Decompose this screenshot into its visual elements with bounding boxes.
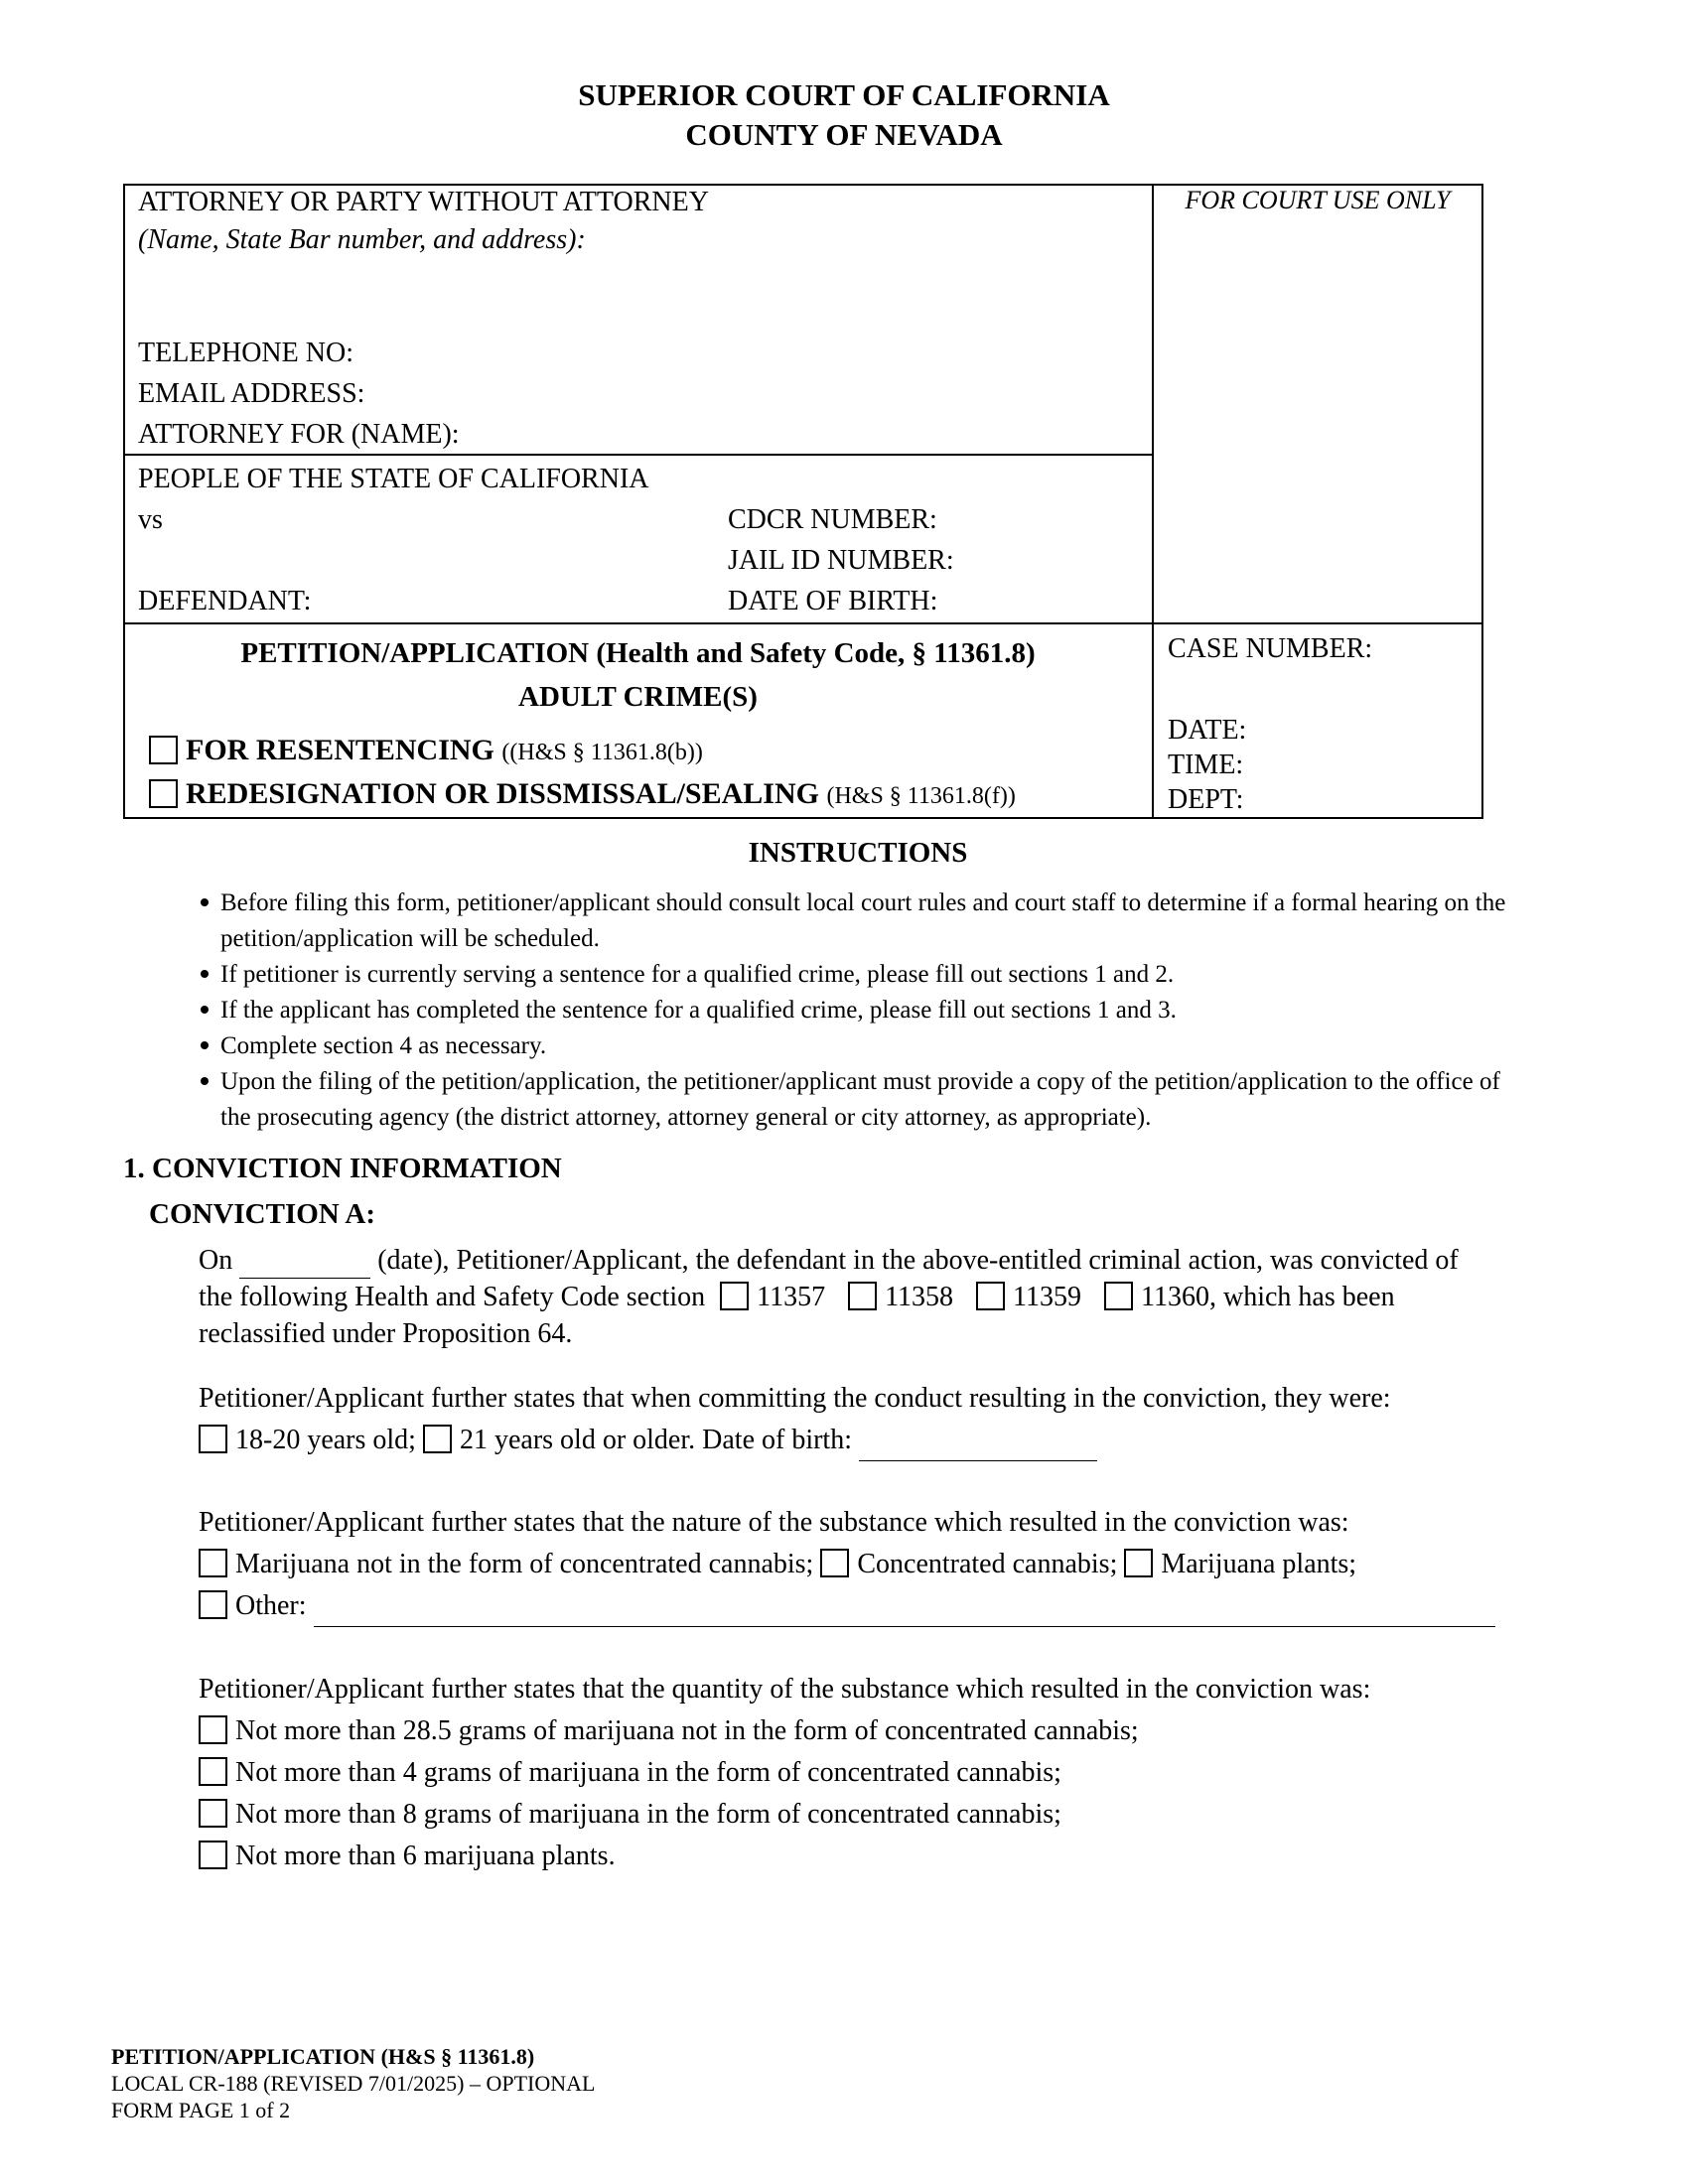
- defendant-label[interactable]: DEFENDANT:: [138, 586, 312, 616]
- hearing-date-label[interactable]: DATE:: [1168, 715, 1247, 746]
- attorney-subheader: (Name, State Bar number, and address):: [138, 224, 586, 255]
- form-footer: [111, 2043, 595, 2123]
- section1-heading: 1. CONVICTION INFORMATION: [123, 1153, 562, 1184]
- conviction-paragraph: [199, 1242, 1609, 1352]
- instruction-item: If petitioner is currently serving a sentence for a qualified crime, please fill out sections 1 and 2.: [201, 957, 1521, 993]
- court-name-line2: COUNTY OF NEVADA: [685, 117, 1003, 152]
- on-label: On: [199, 1245, 233, 1276]
- nature-block: [199, 1502, 1609, 1627]
- nature-concentrated-label: Concentrated cannabis;: [857, 1549, 1118, 1579]
- court-name-line1: SUPERIOR COURT OF CALIFORNIA: [578, 77, 1110, 112]
- instructions-heading: [123, 834, 1593, 872]
- instruction-item: Before filing this form, petitioner/applicant should consult local court rules and court staff to determine if a formal hearing on the petition/application will be scheduled.: [201, 886, 1521, 957]
- redesignation-checkbox[interactable]: [149, 779, 178, 808]
- attorney-for-label[interactable]: ATTORNEY FOR (NAME):: [138, 419, 460, 450]
- footer-form-number: LOCAL CR-188 (REVISED 7/01/2025) – OPTIONAL: [111, 2071, 596, 2096]
- nature-other-label: Other:: [235, 1590, 307, 1621]
- nature-plants-checkbox[interactable]: [1124, 1549, 1153, 1577]
- resentencing-ref: ((H&S § 11361.8(b)): [501, 740, 703, 765]
- jail-id-label[interactable]: JAIL ID NUMBER:: [728, 545, 954, 576]
- people-label: PEOPLE OF THE STATE OF CALIFORNIA: [138, 464, 649, 494]
- quantity-checkbox[interactable]: [199, 1715, 227, 1744]
- footer-page-number: FORM PAGE 1 of 2: [111, 2098, 291, 2122]
- quantity-option[interactable]: [199, 1752, 1609, 1794]
- attorney-contact-fields: [138, 333, 460, 455]
- instructions-list-wrap: [201, 886, 1521, 1136]
- caption-vertical-divider: [1152, 184, 1154, 819]
- code-11358-label: 11358: [885, 1282, 954, 1312]
- attorney-block: [138, 184, 709, 259]
- quantity-checkbox[interactable]: [199, 1841, 227, 1869]
- age-18-20-checkbox[interactable]: [199, 1425, 227, 1453]
- quantity-option[interactable]: [199, 1710, 1609, 1752]
- email-label[interactable]: EMAIL ADDRESS:: [138, 378, 365, 409]
- option-resentencing[interactable]: [149, 730, 1016, 773]
- code-11360-label: 11360, which has been: [1141, 1282, 1395, 1312]
- code-11358-checkbox[interactable]: [848, 1282, 877, 1310]
- quantity-option[interactable]: [199, 1836, 1609, 1877]
- quantity-label: Not more than 4 grams of marijuana in the form of concentrated cannabis;: [235, 1757, 1061, 1788]
- age-18-20-label: 18-20 years old;: [235, 1425, 416, 1455]
- quantity-block: [199, 1669, 1609, 1877]
- code-11359-label: 11359: [1013, 1282, 1082, 1312]
- nature-other-field[interactable]: [314, 1596, 1495, 1627]
- court-use-only-label: FOR COURT USE ONLY: [1185, 186, 1451, 214]
- nature-other-checkbox[interactable]: [199, 1590, 227, 1619]
- petition-title-line2: ADULT CRIME(S): [518, 681, 758, 713]
- instruction-item: Upon the filing of the petition/application, the petitioner/applicant must provide a copy of the petition/application to the office of the prosecuting agency (the district attorney, attorney general or city attorney, as appropriate).: [201, 1064, 1521, 1136]
- nature-marijuana-label: Marijuana not in the form of concentrated cannabis;: [235, 1549, 814, 1579]
- petition-title: [123, 631, 1153, 719]
- quantity-label: Not more than 8 grams of marijuana in the form of concentrated cannabis;: [235, 1799, 1061, 1830]
- nature-intro: Petitioner/Applicant further states that the nature of the substance which resulted in the conviction was:: [199, 1507, 1349, 1538]
- hearing-dept-label[interactable]: DEPT:: [1168, 784, 1244, 815]
- age-intro: Petitioner/Applicant further states that when committing the conduct resulting in the conviction, they were:: [199, 1383, 1391, 1414]
- reclassified-text: reclassified under Proposition 64.: [199, 1318, 573, 1349]
- hearing-fields: [1168, 713, 1246, 817]
- nature-plants-label: Marijuana plants;: [1161, 1549, 1357, 1579]
- age-block: [199, 1378, 1609, 1461]
- age-21-plus-label: 21 years old or older. Date of birth:: [459, 1425, 852, 1455]
- nature-concentrated-checkbox[interactable]: [820, 1549, 849, 1577]
- telephone-label[interactable]: TELEPHONE NO:: [138, 338, 353, 368]
- code-11357-label: 11357: [757, 1282, 826, 1312]
- option-redesignation[interactable]: [149, 773, 1016, 817]
- resentencing-checkbox[interactable]: [149, 736, 178, 764]
- petition-options: [149, 730, 1016, 817]
- quantity-option[interactable]: [199, 1794, 1609, 1836]
- caption-divider-petition: [123, 622, 1483, 624]
- quantity-checkbox[interactable]: [199, 1799, 227, 1828]
- quantity-intro: Petitioner/Applicant further states that the quantity of the substance which resulted in the conviction was:: [199, 1674, 1371, 1705]
- petition-title-line1: PETITION/APPLICATION (Health and Safety Code, § 11361.8): [240, 637, 1036, 669]
- case-number-label[interactable]: CASE NUMBER:: [1168, 633, 1373, 664]
- code-11360-checkbox[interactable]: [1104, 1282, 1133, 1310]
- footer-form-title: PETITION/APPLICATION (H&S § 11361.8): [111, 2044, 535, 2069]
- code-11357-checkbox[interactable]: [720, 1282, 749, 1310]
- redesignation-ref: (H&S § 11361.8(f)): [826, 783, 1016, 809]
- vs-label: vs: [138, 504, 163, 535]
- conviction-a-heading: CONVICTION A:: [149, 1198, 375, 1230]
- nature-marijuana-checkbox[interactable]: [199, 1549, 227, 1577]
- conviction-text: (date), Petitioner/Applicant, the defendant in the above-entitled criminal action, was convicted of: [377, 1245, 1459, 1276]
- instruction-item: If the applicant has completed the sentence for a qualified crime, please fill out sections 1 and 3.: [201, 993, 1521, 1028]
- age-21-plus-checkbox[interactable]: [423, 1425, 452, 1453]
- quantity-checkbox[interactable]: [199, 1757, 227, 1786]
- cdcr-number-label[interactable]: CDCR NUMBER:: [728, 504, 937, 535]
- resentencing-label: FOR RESENTENCING: [186, 734, 494, 766]
- conviction-date-field[interactable]: [239, 1248, 370, 1279]
- date-of-birth-label[interactable]: DATE OF BIRTH:: [728, 586, 938, 616]
- code-11359-checkbox[interactable]: [976, 1282, 1005, 1310]
- code-section-label: the following Health and Safety Code section: [199, 1282, 706, 1312]
- hearing-time-label[interactable]: TIME:: [1168, 750, 1244, 780]
- court-name-header: [0, 75, 1688, 155]
- instructions-list: [201, 886, 1521, 1136]
- redesignation-label: REDESIGNATION OR DISSMISSAL/SEALING: [186, 777, 819, 810]
- attorney-header: ATTORNEY OR PARTY WITHOUT ATTORNEY: [138, 187, 709, 217]
- instructions-heading-text: INSTRUCTIONS: [748, 837, 968, 869]
- instruction-item: Complete section 4 as necessary.: [201, 1028, 1521, 1064]
- date-of-birth-field[interactable]: [859, 1431, 1097, 1461]
- quantity-label: Not more than 6 marijuana plants.: [235, 1841, 616, 1871]
- quantity-label: Not more than 28.5 grams of marijuana not in the form of concentrated cannabis;: [235, 1715, 1139, 1746]
